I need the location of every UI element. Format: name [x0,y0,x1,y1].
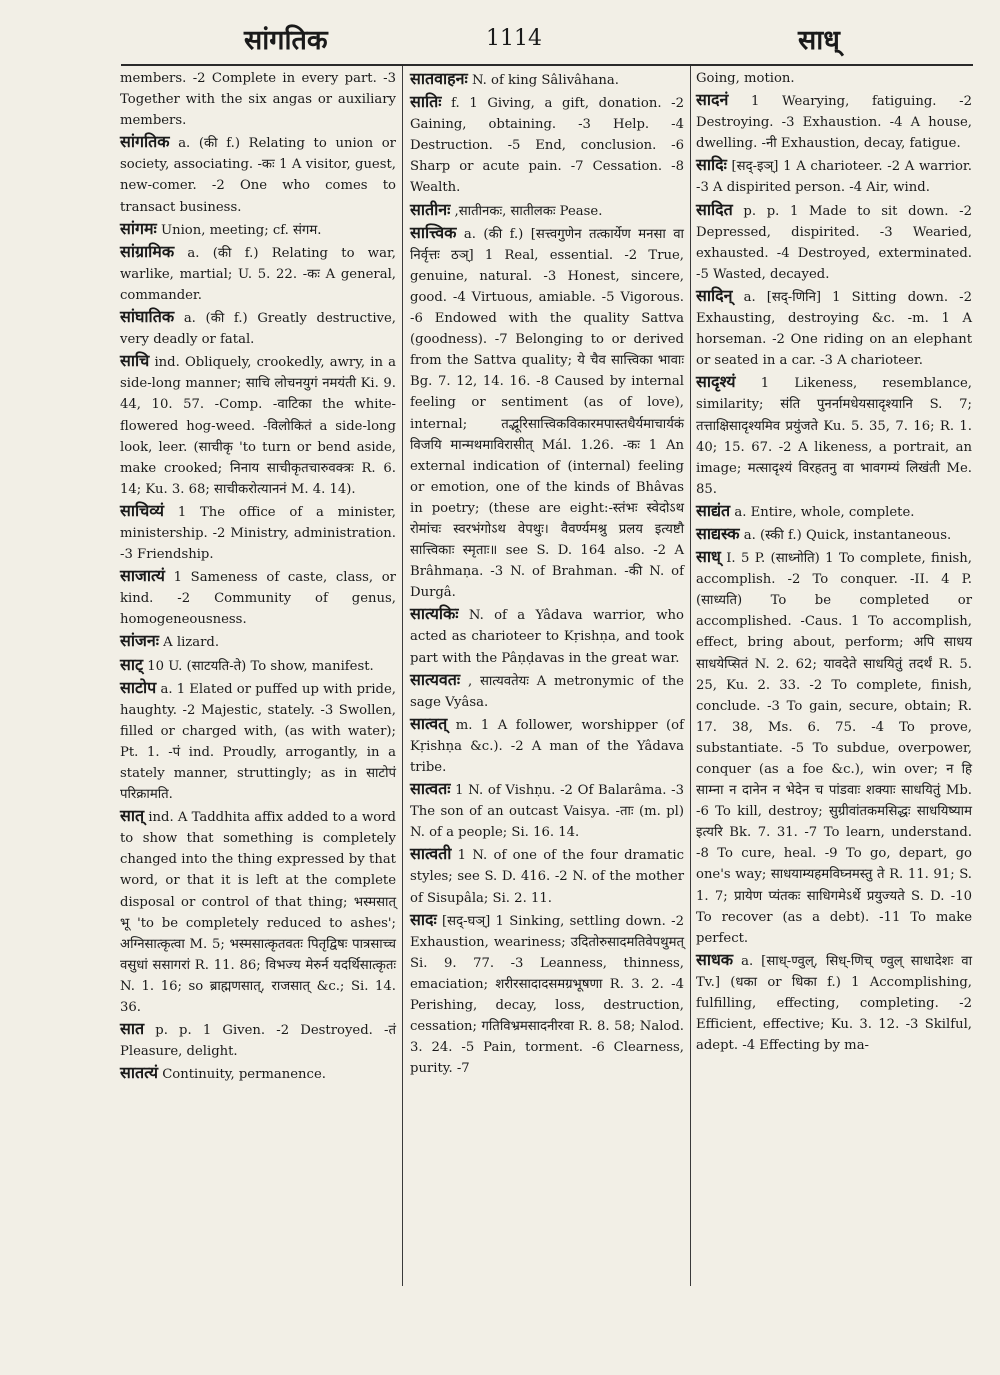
dictionary-entry [120,131,396,217]
dictionary-entry [696,949,972,1056]
definition-text: 1 Wearying, fatiguing. -2 Destroying. -3 Exhaustion. -4 A house, dwelling. -नी Exhaustion, decay, fatigue. [696,94,972,152]
dictionary-entry [120,630,396,653]
definition-text: p. p. 1 Made to sit down. -2 Depressed, dispirited. -3 Wearied, exhausted. -4 Destroyed, exterminated. -5 Wasted, decayed. [696,203,972,282]
dictionary-entry [410,669,684,713]
headword: सांगमः [120,218,157,238]
headword: सातवाहनः [410,69,468,88]
dictionary-entry [120,1062,396,1085]
dictionary-entry [410,199,684,222]
dictionary-entry [120,306,396,350]
dictionary-entry [120,350,396,500]
dictionary-entry [120,654,396,677]
dictionary-entry [696,285,972,371]
definition-text: , सात्यवतेयः A metronymic of the sage Vyâsa. [410,673,684,710]
headword: सांग्रामिक [120,241,175,261]
definition-text: members. -2 Complete in every part. -3 Together with the six angas or auxiliary members. [120,71,396,129]
dictionary-entry [120,500,396,565]
headword: साट् [120,654,144,674]
dictionary-entry [410,222,684,604]
headword: सातीनः [410,199,451,219]
definition-text: 1 N. of one of the four dramatic styles; see S. D. 416. -2 N. of the mother of Sisupâla; Si. 2. 11. [410,848,684,906]
headword: सात्वती [410,844,452,864]
headword: सांघातिक [120,307,175,327]
dictionary-entry [410,68,684,91]
headword: सांगतिक [120,132,170,152]
definition-text: p. p. 1 Given. -2 Destroyed. -तं Pleasure, delight. [120,1023,396,1060]
column-right [696,68,972,1056]
dictionary-entry [696,523,972,546]
dictionary-entry [120,805,396,1018]
definition-text: 1 N. of Vishṇu. -2 Of Balarâma. -3 The son of an outcast Vaisya. -ताः (m. pl) N. of a people; Si. 16. 14. [410,783,684,841]
headword: सात्यकिः [410,604,459,624]
headword: सादः [410,909,437,929]
dictionary-entry [120,241,396,306]
dictionary-entry [696,154,972,198]
page-header [0,18,1000,62]
column-middle [410,68,684,1079]
dictionary-entry [410,843,684,908]
definition-text: a. [सद्-णिनि] 1 Sitting down. -2 Exhausting, destroying &c. -m. 1 A horseman. -2 One riding on an elephant or seated in a car. -3 A charioteer. [696,289,972,369]
definition-text: m. 1 A follower, worshipper (of Kṛishṇa &c.). -2 A man of the Yâdava tribe. [410,717,684,775]
column-left [120,68,396,1085]
dictionary-entry [120,218,396,241]
headword: साटोप [120,677,157,697]
definition-text: [सद्-घञ्] 1 Sinking, settling down. -2 Exhaustion, weariness; उदितोरुसादमतिवेपथुमत् Si. 9. 77. -3 Leanness, thinness, emaciation; शरीरसादादसमग्रभूषणा R. 3. 2. -4 Perishing, decay, loss, destruction, cessation; गतिविभ्रमसादनीरवा R. 8. 58; Nalod. 3. 24. -5 Pain, torment. -6 Clearness, purity. -7 [410,913,684,1077]
headword: सादनं [696,90,729,110]
dictionary-entry [696,89,972,154]
definition-text: a. (स्की f.) Quick, instantaneous. [743,527,952,543]
headword: सादिः [696,155,727,175]
definition-text: a. (की f.) [सत्त्वगुणेन तत्कार्येण मनसा वा निर्वृत्तः ठञ्] 1 Real, essential. -2 True, genuine, natural. -3 Honest, sincere, good. -4 Virtuous, amiable. -5 Vigorous. -6 Endowed with the quality Sattva (goodness). -7 Belonging to or derived from the Sattva quality; ये चैव सात्त्विका भावाः Bg. 7. 12, 14. 16. -8 Caused by internal feeling or sentiment (as of love), internal; तद्भूरिसात्त्विकविकारमपास्तधैर्यमाचार्यकं विजयि मान्मथमाविरासीत् Mál. 1.26. -कः 1 An external indication of (internal) feeling or emotion, one of the kinds of Bhâvas in poetry; (these are eight:-स्तंभः स्वेदोऽथ रोमांचः स्वरभंगोऽथ वेपथुः। वैवर्ण्यमश्रु प्रलय इत्यष्टौ सात्त्विकाः स्मृताः॥ see S. D. 164 also. -2 A Brâhmaṇa. -3 N. of Brahman. -की N. of Durgâ. [410,226,684,601]
header-guide-word-right: साध् [798,25,840,56]
headword: सात्वतः [410,779,451,799]
dictionary-entry [410,909,684,1080]
headword: साधक [696,949,734,969]
definition-text: N. of king Sâlivâhana. [471,73,619,88]
dictionary-entry [120,677,396,806]
definition-text: a. (की f.) Greatly destructive, very deadly or fatal. [120,311,396,348]
definition-text: 10 U. (साटयति-ते) To show, manifest. [147,658,374,674]
header-rule [121,64,973,66]
dictionary-entry [696,371,972,500]
definition-text: Union, meeting; cf. संगम. [160,222,322,238]
dictionary-entry [696,68,972,89]
header-guide-word-left: सांगतिक [244,25,328,56]
definition-text: 1 Sameness of caste, class, or kind. -2 Community of genus, homogeneousness. [120,570,396,628]
definition-text: ind. Obliquely, crookedly, awry, in a side-long manner; साचि लोचनयुगं नमयंती Ki. 9. 44, 10. 57. -Comp. -वाटिका the white-flowered hog-weed. -विलोकितं a side-long look, leer. (साचीकृ 'to turn or bend aside, make crooked; निनाय साचीकृतचारुवक्त्रः R. 6. 14; Ku. 3. 68; साचीकरोत्याननं M. 4. 14). [120,355,396,497]
headword: साध् [696,547,721,567]
headword: साचिव्यं [120,500,165,520]
dictionary-entry [120,565,396,630]
dictionary-entry [696,500,972,523]
headword: साद्यस्क [696,523,740,543]
definition-text: f. 1 Giving, a gift, donation. -2 Gaining, obtaining. -3 Help. -4 Destruction. -5 End, conclusion. -6 Sharp or acute pain. -7 Cessation. -8 Wealth. [410,96,684,196]
dictionary-entry [410,603,684,668]
headword: सात्यवतः [410,669,461,689]
headword: सातिः [410,92,442,112]
definition-text: ,सातीनकः, सातीलकः Pease. [454,203,603,219]
headword: सात्त्विक [410,222,457,242]
definition-text: 1 Likeness, resemblance, similarity; संति पुनर्नामधेयसादृश्यानि S. 7; तत्ताक्षिसादृश्यमिव प्रयुंजते Ku. 5. 35, 7. 16; R. 1. 40; 15. 67. -2 A likeness, a portrait, an image; मत्सादृश्यं विरहतनु वा भावगम्यं लिखंती Me. 85. [696,376,972,497]
headword: सात् [120,806,145,826]
dictionary-entry [410,778,684,843]
headword: सात्वत् [410,713,448,733]
dictionary-entry [410,713,684,778]
headword: साजात्यं [120,566,165,586]
headword: साचि [120,351,150,371]
definition-text: I. 5 P. (साध्नोति) 1 To complete, finish, accomplish. -2 To conquer. -II. 4 P. (साध्यति) To be completed or accomplished. -Caus. 1 To accomplish, effect, bring about, perform; अपि साधय साधयेप्सितं N. 2. 62; यावदेते साधयितुं तदर्थं R. 5. 25, Ku. 2. 33. -2 To complete, finish, conclude. -3 To gain, secure, obtain; R. 17. 38, Ms. 6. 75. -4 To prove, substantiate. -5 To subdue, overpower, conquer (as a foe &c.), win over; न हि साम्ना न दानेन न भेदेन च पांडवाः शक्याः साधयितुं Mb. -6 To kill, destroy; सुग्रीवांतकमसिद्धः साधयिष्याम इत्यरि Bk. 7. 31. -7 To learn, understand. -8 To cure, heal. -9 To go, depart, go one's way; साधयाम्यहमविघ्नमस्तु ते R. 11. 91; S. 1. 7; प्रायेण प्यंतकः साधिगमेऽर्थे प्रयुज्यते S. D. -10 To recover (as a debt). -11 To make perfect. [696,551,972,946]
page-number: 1114 [486,26,542,51]
dictionary-entry [696,546,972,949]
column-divider [690,66,691,1286]
definition-text: 1 The office of a minister, ministership. -2 Ministry, administration. -3 Friendship. [120,504,396,563]
dictionary-entry [120,1018,396,1062]
headword: सांजनः [120,631,159,651]
definition-text: Going, motion. [696,71,795,86]
definition-text: a. (की f.) Relating to war, warlike, martial; U. 5. 22. -कः A general, commander. [120,245,396,303]
headword: सादित [696,199,733,219]
definition-text: a. [साध्-ण्वुल्, सिध्-णिच् ण्वुल् साधादेशः वा Tv.] (धका or धिका f.) 1 Accomplishing, fulfilling, effecting, completing. -2 Efficient, effective; Ku. 3. 12. -3 Skilful, adept. -4 Effecting by ma- [696,953,972,1054]
headword: सातत्यं [120,1063,159,1083]
definition-text: Continuity, permanence. [162,1067,326,1083]
dictionary-entry [410,91,684,198]
definition-text: A lizard. [163,635,220,651]
headword: सादिन् [696,285,733,305]
definition-text: N. of a Yâdava warrior, who acted as charioteer to Kṛishṇa, and took part with the Pâṇḍavas in the great war. [410,608,684,666]
dictionary-entry [696,199,972,285]
definition-text: a. Entire, whole, complete. [734,504,915,520]
column-divider [402,66,403,1286]
definition-text: [सद्-इञ्] 1 A charioteer. -2 A warrior. -3 A dispirited person. -4 Air, wind. [696,159,972,196]
headword: सात [120,1019,145,1039]
definition-text: a. (की f.) Relating to union or society, associating. -कः 1 A visitor, guest, new-comer. -2 One who comes to transact business. [120,136,396,215]
headword: साद्यंत [696,500,731,520]
definition-text: a. 1 Elated or puffed up with pride, haughty. -2 Majestic, stately. -3 Swollen, filled or charged with, (as with water); Pt. 1. -पं ind. Proudly, arrogantly, in a stately manner, struttingly; as in साटोपं परिक्रामति. [120,681,396,803]
headword: सादृश्यं [696,372,736,392]
definition-text: ind. A Taddhita affix added to a word to show that something is completely changed into the thing expressed by that word, or that it is left at the complete disposal or control of that thing; भस्मसात् भू 'to be completely reduced to ashes'; अग्निसात्कृत्वा M. 5; भस्मसात्कृतवतः पितृद्विषः पात्रसाच्च वसुधां ससागरां R. 11. 86; विभज्य मेरुर्न यदर्थिसात्कृतः N. 1. 16; so ब्राह्मणसात्, राजसात् &c.; Si. 14. 36. [120,810,396,1016]
dictionary-entry [120,68,396,131]
